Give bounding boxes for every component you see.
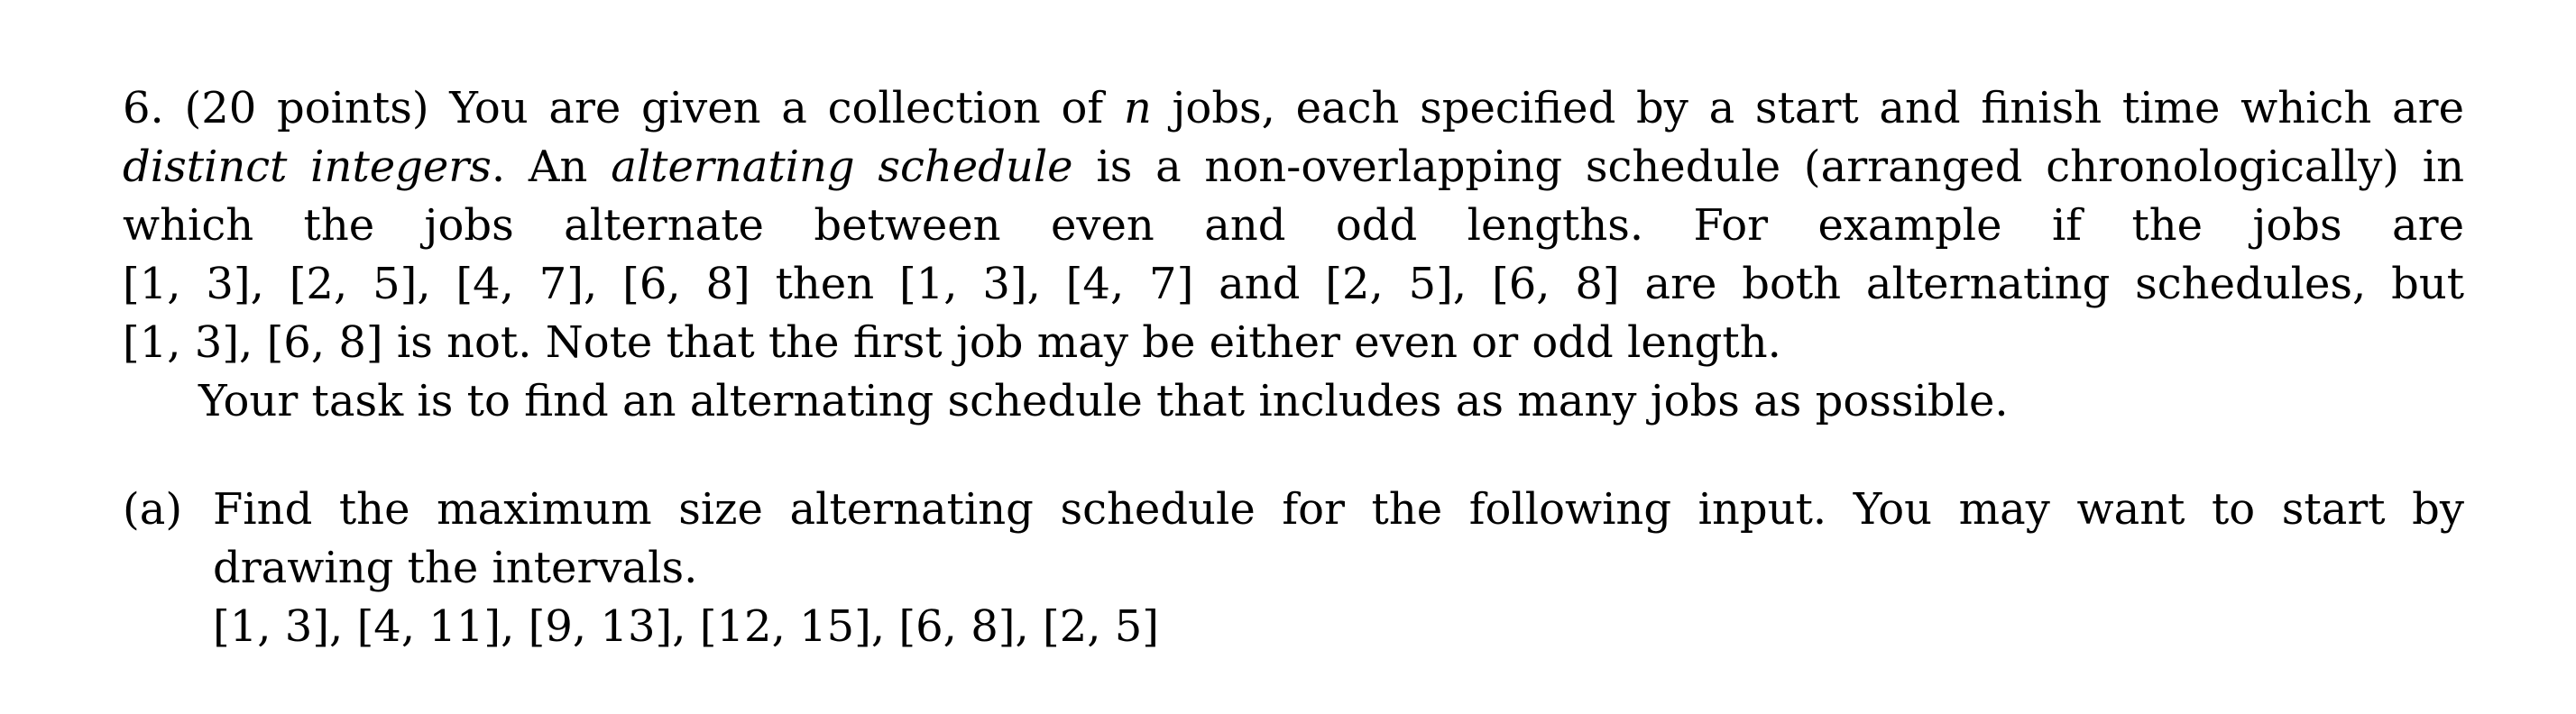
- example-schedule-2: [2, 5], [6, 8]: [1325, 259, 1620, 309]
- problem-number: 6.: [123, 83, 164, 133]
- part-a-text: Find the maximum size alternating schedule for the following input. You may want to start by drawing the intervals.: [213, 484, 2464, 593]
- variable-n: n: [1123, 83, 1152, 133]
- example-jobs: [1, 3], [2, 5], [4, 7], [6, 8]: [123, 259, 750, 309]
- emphasis-alternating-schedule: alternating schedule: [611, 142, 1073, 192]
- example-invalid-schedule: [1, 3], [6, 8]: [123, 317, 383, 368]
- part-a-label: (a): [123, 484, 183, 535]
- problem-page: [123, 79, 2464, 656]
- part-a: [123, 481, 2464, 656]
- emphasis-distinct-integers: distinct integers: [123, 142, 492, 192]
- part-a-input: [1, 3], [4, 11], [9, 13], [12, 15], [6, 8], [2, 5]: [213, 601, 1160, 652]
- part-a-body: [213, 481, 2464, 656]
- example-schedule-1: [1, 3], [4, 7]: [898, 259, 1194, 309]
- task-statement: Your task is to find an alternating schedule that includes as many jobs as possible.: [198, 376, 2009, 426]
- problem-points: (20 points): [184, 83, 429, 133]
- problem-statement: 6. (20 points) You are given a collection of n jobs, each specified by a start and finish time which are distinct integers. An alternating schedule is a non-overlapping schedule (arranged chronologically) in which the jobs alternate between even and odd lengths. For example if the jobs are [1, 3], [2, 5], [4, 7], [6, 8] then [1, 3], [4, 7] and [2, 5], [6, 8] are both alternating schedules, but [1, 3], [6, 8] is not. Note that the first job may be either even or odd length.: [123, 83, 2465, 368]
